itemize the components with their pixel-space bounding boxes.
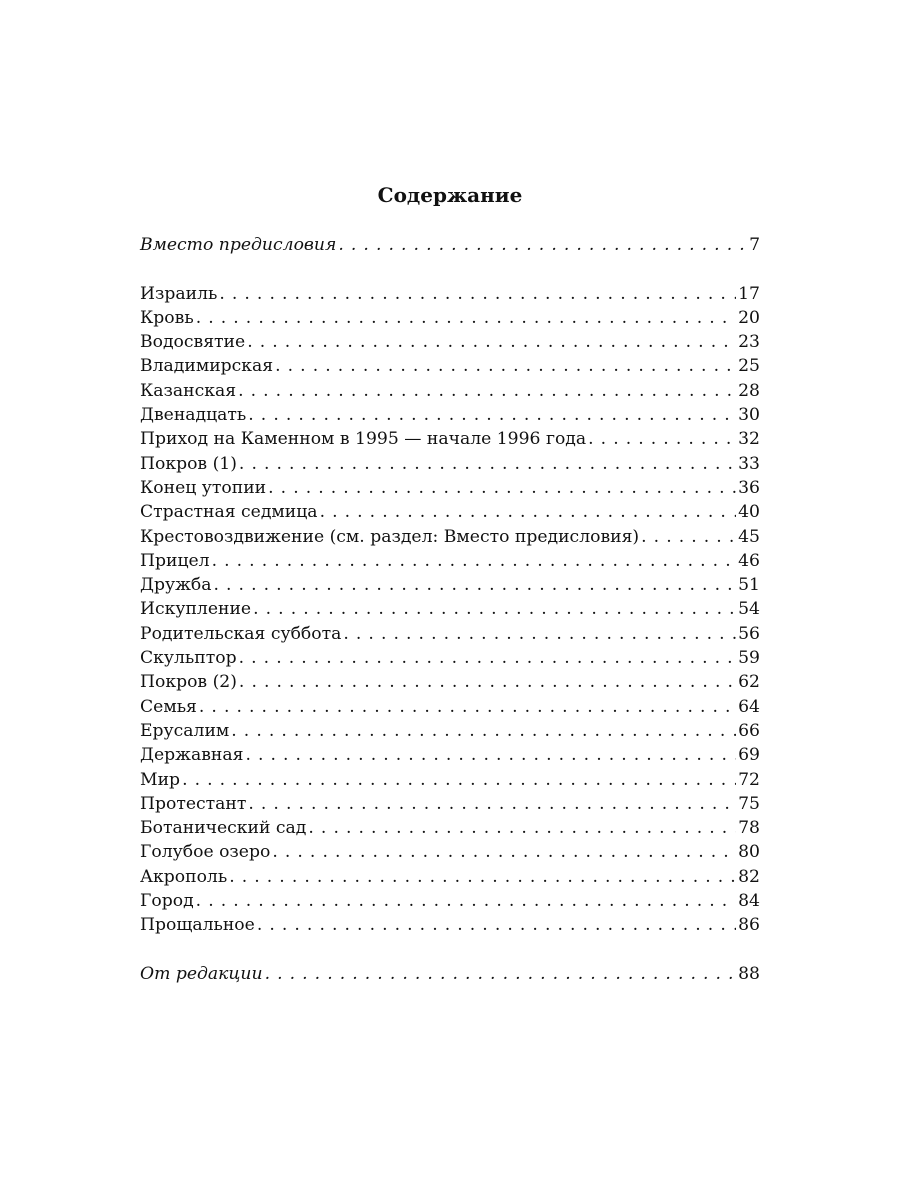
toc-entry-label: Голубое озеро — [140, 842, 271, 863]
dot-leader — [308, 816, 736, 840]
toc-entry-label: Скульптор — [140, 648, 237, 669]
toc-entry-label: Родительская суббота — [140, 623, 342, 644]
toc-entry-label: Конец утопии — [140, 477, 267, 498]
dot-leader — [238, 379, 736, 403]
toc-entry[interactable] — [140, 476, 760, 500]
toc-entry-page: 30 — [738, 405, 760, 426]
toc-entry-label: От редакции — [140, 963, 263, 984]
dot-leader — [239, 646, 737, 670]
dot-leader — [231, 719, 736, 743]
dot-leader — [248, 792, 736, 816]
toc-entry-page: 7 — [749, 235, 760, 255]
toc-entry[interactable] — [140, 282, 760, 306]
toc-entry-label: Покров (1) — [140, 453, 237, 474]
toc-entry-page: 62 — [738, 672, 760, 693]
toc-entry-label: Казанская — [140, 380, 237, 401]
toc-entry-page: 20 — [738, 307, 760, 328]
toc-entry-page: 32 — [738, 429, 760, 450]
dot-leader — [182, 768, 736, 792]
toc-entry[interactable] — [140, 743, 760, 767]
dot-leader — [196, 889, 736, 913]
toc-entry-page: 64 — [738, 696, 760, 717]
toc-entry-preface[interactable] — [140, 233, 760, 257]
toc-entry-label: Израиль — [140, 283, 218, 304]
toc-entry-page: 84 — [738, 891, 760, 912]
toc-entry[interactable] — [140, 452, 760, 476]
toc-entry-page: 25 — [738, 356, 760, 377]
toc-entry[interactable] — [140, 403, 760, 427]
toc-entry-label: Кровь — [140, 307, 194, 328]
dot-leader — [265, 962, 737, 986]
dot-leader — [199, 695, 736, 719]
toc-entry-page: 46 — [738, 550, 760, 571]
toc-entry-page: 33 — [738, 453, 760, 474]
toc-entry-label: Прицел — [140, 550, 210, 571]
toc-entry[interactable] — [140, 549, 760, 573]
toc-entry-label: Вместо предисловия — [140, 235, 337, 255]
dot-leader — [239, 452, 736, 476]
toc-entry-label: Искупление — [140, 599, 252, 620]
spacer — [140, 257, 760, 281]
toc-entry-page: 88 — [738, 963, 760, 984]
table-of-contents — [140, 233, 760, 986]
toc-entry[interactable] — [140, 646, 760, 670]
dot-leader — [253, 597, 736, 621]
toc-entry-page: 75 — [738, 793, 760, 814]
toc-entry[interactable] — [140, 913, 760, 937]
toc-entry[interactable] — [140, 792, 760, 816]
toc-entry-page: 78 — [738, 818, 760, 839]
dot-leader — [268, 476, 736, 500]
toc-entry-page: 66 — [738, 720, 760, 741]
toc-entry[interactable] — [140, 330, 760, 354]
dot-leader — [196, 306, 736, 330]
toc-entry[interactable] — [140, 670, 760, 694]
page-title: Содержание — [377, 183, 523, 207]
toc-entry-label: Прощальное — [140, 915, 255, 936]
toc-entry-label: Водосвятие — [140, 332, 246, 353]
toc-entry-page: 45 — [738, 526, 760, 547]
toc-entry[interactable] — [140, 354, 760, 378]
toc-entry-label: Двенадцать — [140, 405, 247, 426]
toc-entry[interactable] — [140, 427, 760, 451]
toc-entry-page: 36 — [738, 477, 760, 498]
toc-entry-label: Державная — [140, 745, 244, 766]
toc-entry[interactable] — [140, 500, 760, 524]
toc-entry-label: Приход на Каменном в 1995 — начале 1996 года — [140, 429, 587, 450]
toc-entry-page: 51 — [738, 575, 760, 596]
toc-entry-page: 56 — [738, 623, 760, 644]
spacer — [140, 938, 760, 962]
toc-entry[interactable] — [140, 695, 760, 719]
dot-leader — [212, 549, 737, 573]
dot-leader — [641, 525, 736, 549]
dot-leader — [588, 427, 736, 451]
toc-entry-page: 17 — [738, 283, 760, 304]
toc-entry-label: Мир — [140, 769, 181, 790]
dot-leader — [245, 743, 736, 767]
toc-entry[interactable] — [140, 573, 760, 597]
toc-entry-label: Ерусалим — [140, 720, 230, 741]
toc-entry[interactable] — [140, 865, 760, 889]
toc-entry-label: Город — [140, 891, 194, 912]
dot-leader — [272, 840, 736, 864]
toc-entry[interactable] — [140, 768, 760, 792]
toc-entry-label: Страстная седмица — [140, 502, 318, 523]
toc-entry-label: Ботанический сад — [140, 818, 307, 839]
toc-entry-label: Владимирская — [140, 356, 274, 377]
toc-entry-label: Акрополь — [140, 866, 228, 887]
toc-entry[interactable] — [140, 379, 760, 403]
toc-entry-page: 23 — [738, 332, 760, 353]
dot-leader — [219, 282, 736, 306]
toc-entry-label: Покров (2) — [140, 672, 237, 693]
dot-leader — [239, 670, 736, 694]
dot-leader — [214, 573, 737, 597]
toc-entry-page: 59 — [738, 648, 760, 669]
toc-entry-page: 72 — [738, 769, 760, 790]
toc-entry-label: Протестант — [140, 793, 247, 814]
toc-entry[interactable] — [140, 719, 760, 743]
toc-entry-label: Крестовоздвижение (см. раздел: Вместо предисловия) — [140, 526, 640, 547]
toc-entry-label: Семья — [140, 696, 197, 717]
dot-leader — [343, 622, 736, 646]
toc-entry[interactable] — [140, 889, 760, 913]
dot-leader — [257, 913, 736, 937]
dot-leader — [229, 865, 736, 889]
dot-leader — [338, 233, 747, 257]
toc-entry[interactable] — [140, 597, 760, 621]
dot-leader — [320, 500, 737, 524]
toc-entry-page: 86 — [738, 915, 760, 936]
toc-entry[interactable] — [140, 525, 760, 549]
toc-entry-page: 54 — [738, 599, 760, 620]
dot-leader — [247, 330, 736, 354]
dot-leader — [275, 354, 736, 378]
dot-leader — [248, 403, 736, 427]
toc-entry[interactable] — [140, 816, 760, 840]
toc-entry-page: 80 — [738, 842, 760, 863]
toc-entry-page: 82 — [738, 866, 760, 887]
toc-entry-page: 40 — [738, 502, 760, 523]
toc-entry[interactable] — [140, 622, 760, 646]
toc-entry[interactable] — [140, 840, 760, 864]
toc-entry-page: 69 — [738, 745, 760, 766]
toc-entry-page: 28 — [738, 380, 760, 401]
toc-entry-label: Дружба — [140, 575, 212, 596]
toc-entry[interactable] — [140, 306, 760, 330]
toc-entry-afterword[interactable] — [140, 962, 760, 986]
